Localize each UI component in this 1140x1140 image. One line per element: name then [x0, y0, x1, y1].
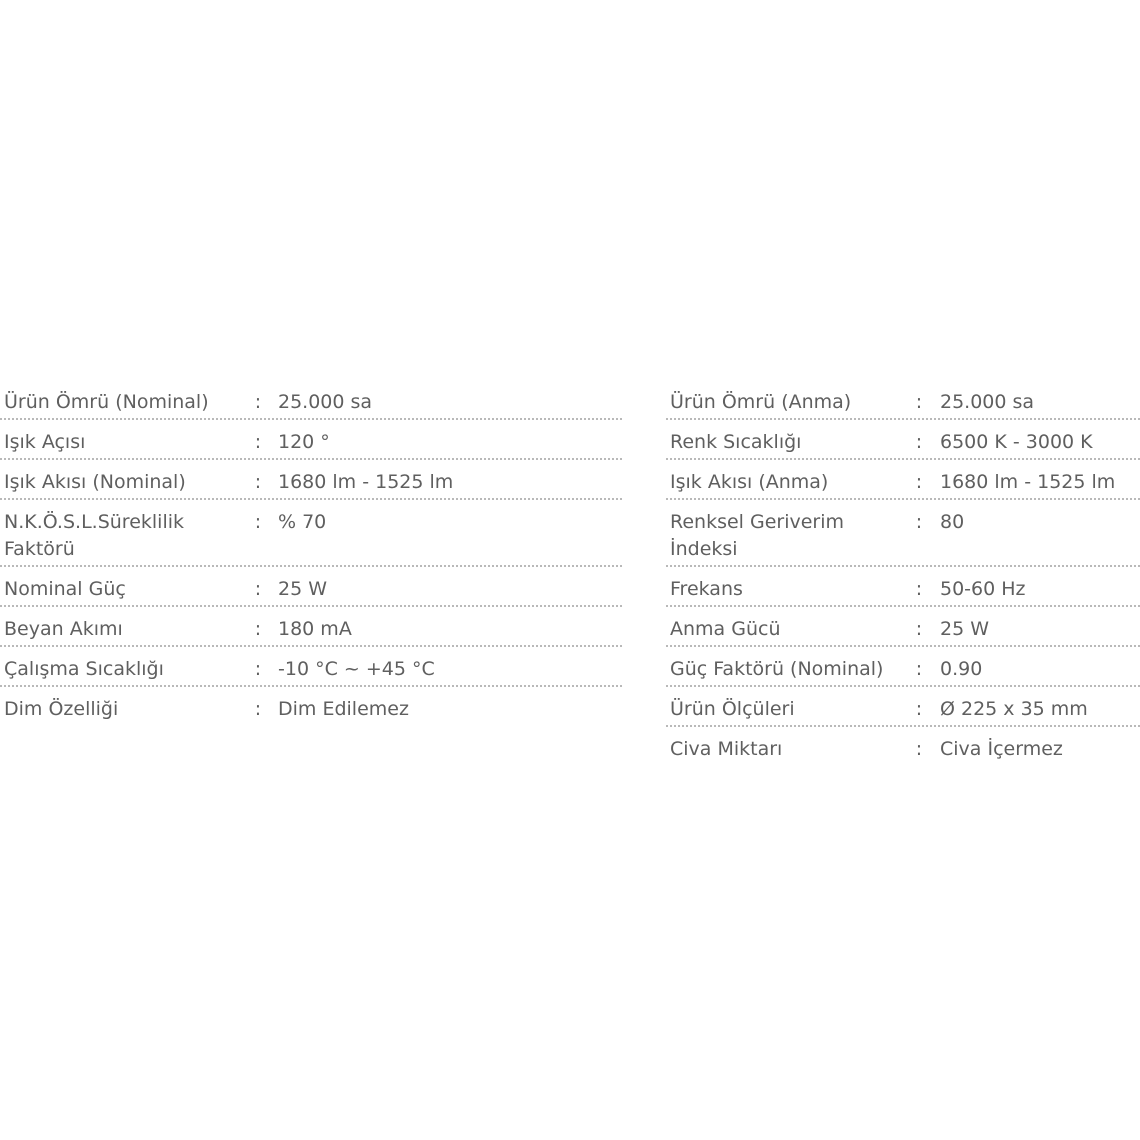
spec-separator: :: [915, 471, 923, 493]
spec-row: [0, 567, 622, 607]
spec-row: [0, 647, 622, 687]
spec-label: Ürün Ömrü (Anma): [670, 391, 852, 413]
spec-separator: :: [254, 391, 262, 413]
spec-label: Nominal Güç: [4, 578, 126, 600]
spec-row: [666, 567, 1140, 607]
spec-row: [666, 607, 1140, 647]
spec-separator: :: [254, 578, 262, 600]
spec-label: Ürün Ölçüleri: [670, 698, 795, 720]
spec-separator: :: [915, 658, 923, 680]
spec-value: Dim Edilemez: [278, 698, 409, 720]
spec-separator: :: [915, 578, 923, 600]
spec-value: 25.000 sa: [940, 391, 1035, 413]
spec-label: Ürün Ömrü (Nominal): [4, 391, 209, 413]
spec-separator: :: [915, 618, 923, 640]
spec-separator: :: [254, 431, 262, 453]
spec-value: 1680 lm - 1525 lm: [940, 471, 1116, 493]
spec-row: [0, 687, 622, 727]
spec-value: % 70: [278, 511, 327, 533]
spec-row: [666, 647, 1140, 687]
spec-separator: :: [915, 698, 923, 720]
spec-value: 25 W: [940, 618, 990, 640]
spec-row: [666, 727, 1140, 767]
spec-value: 180 mA: [278, 618, 352, 640]
spec-separator: :: [254, 658, 262, 680]
spec-value: 6500 K - 3000 K: [940, 431, 1093, 453]
spec-row: [0, 607, 622, 647]
spec-value: Ø 225 x 35 mm: [940, 698, 1088, 720]
spec-value: Civa İçermez: [940, 738, 1063, 760]
spec-table-left: [0, 380, 622, 727]
spec-label: Çalışma Sıcaklığı: [4, 658, 164, 680]
spec-separator: :: [254, 618, 262, 640]
spec-label: Işık Açısı: [4, 431, 86, 453]
spec-separator: :: [254, 471, 262, 493]
spec-table-right: [666, 380, 1140, 767]
spec-label: Renksel Geriverim İndeksi: [670, 511, 845, 560]
spec-label: N.K.Ö.S.L.Süreklilik Faktörü: [4, 511, 185, 560]
spec-row: [0, 380, 622, 420]
spec-value: 1680 lm - 1525 lm: [278, 471, 454, 493]
spec-row: [0, 460, 622, 500]
spec-label: Beyan Akımı: [4, 618, 123, 640]
spec-row: [666, 500, 1140, 567]
spec-value: 0.90: [940, 658, 983, 680]
spec-row: [666, 687, 1140, 727]
spec-label: Dim Özelliği: [4, 698, 119, 720]
spec-value: -10 °C ~ +45 °C: [278, 658, 435, 680]
spec-label: Frekans: [670, 578, 743, 600]
spec-label: Işık Akısı (Anma): [670, 471, 829, 493]
spec-label: Renk Sıcaklığı: [670, 431, 802, 453]
spec-value: 80: [940, 511, 965, 533]
spec-value: 25.000 sa: [278, 391, 373, 413]
spec-separator: :: [915, 391, 923, 413]
spec-separator: :: [915, 431, 923, 453]
spec-label: Civa Miktarı: [670, 738, 783, 760]
spec-separator: :: [254, 698, 262, 720]
spec-value: 50-60 Hz: [940, 578, 1026, 600]
spec-row: [666, 420, 1140, 460]
spec-label: Anma Gücü: [670, 618, 781, 640]
spec-label: Işık Akısı (Nominal): [4, 471, 186, 493]
spec-separator: :: [915, 738, 923, 760]
spec-row: [0, 420, 622, 460]
spec-separator: :: [915, 511, 923, 533]
spec-value: 25 W: [278, 578, 328, 600]
spec-label: Güç Faktörü (Nominal): [670, 658, 884, 680]
spec-row: [0, 500, 622, 567]
spec-row: [666, 460, 1140, 500]
spec-value: 120 °: [278, 431, 330, 453]
spec-separator: :: [254, 511, 262, 533]
spec-row: [666, 380, 1140, 420]
